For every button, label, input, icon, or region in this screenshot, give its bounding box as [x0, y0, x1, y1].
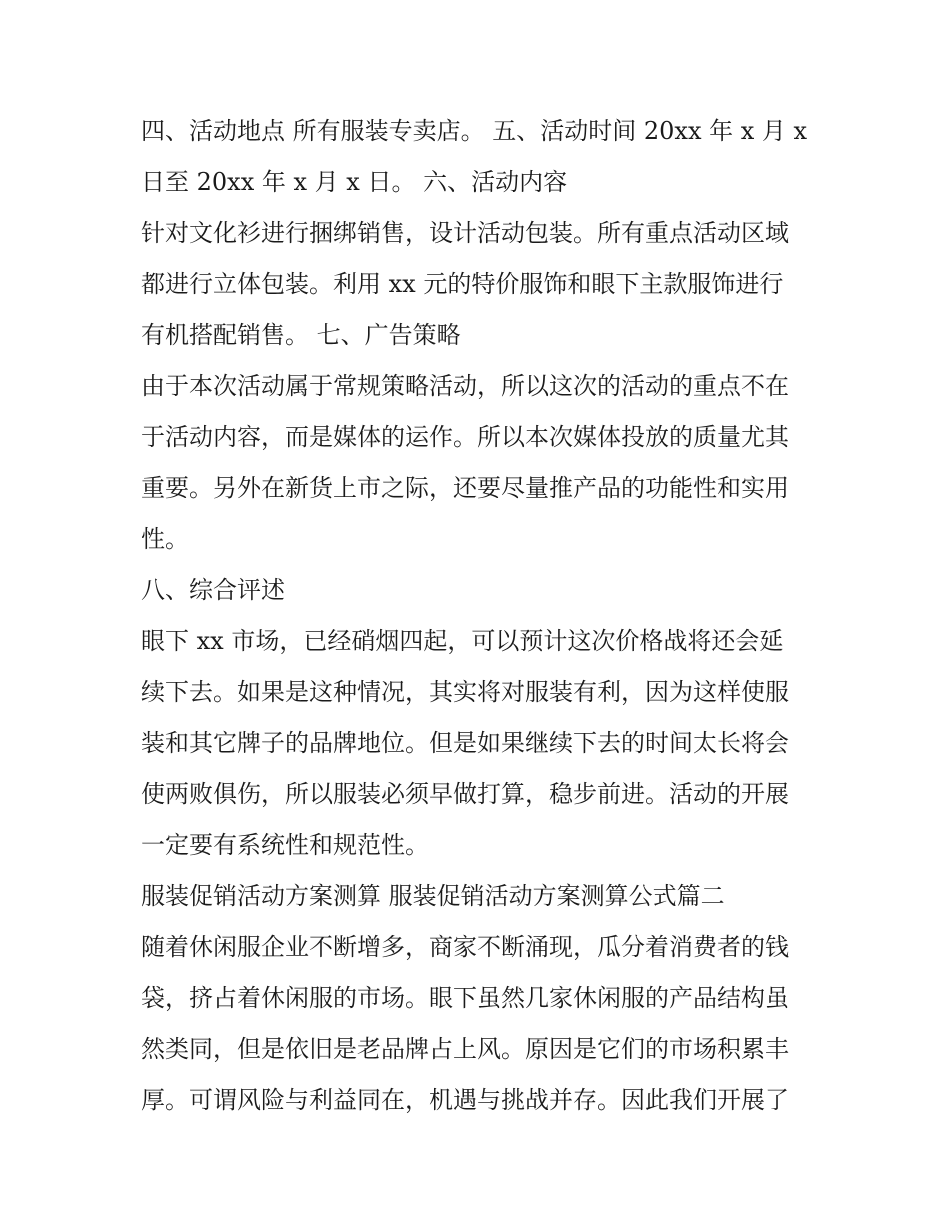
text-line: 都进行立体包装。利用 xx 元的特价服饰和眼下主款服饰进行 [141, 270, 784, 298]
text-line: 四、活动地点 所有服装专卖店。 五、活动时间 20xx 年 x 月 x [141, 117, 808, 145]
text-line: 使两败俱伤，所以服装必须早做打算，稳步前进。活动的开展 [141, 780, 789, 808]
text-line: 然类同，但是依旧是老品牌占上风。原因是它们的市场积累丰 [141, 1035, 789, 1063]
section-title: 服装促销活动方案测算 服装促销活动方案测算公式篇二 [141, 882, 725, 910]
document-body [141, 106, 813, 1126]
text-line: 针对文化衫进行捆绑销售，设计活动包装。所有重点活动区域 [141, 219, 789, 247]
text-line: 日至 20xx 年 x 月 x 日。 六、活动内容 [141, 168, 568, 196]
text-line: 装和其它牌子的品牌地位。但是如果继续下去的时间太长将会 [141, 729, 789, 757]
text-line: 一定要有系统性和规范性。 [141, 831, 429, 859]
text-line: 厚。可谓风险与利益同在，机遇与挑战并存。因此我们开展了 [141, 1086, 789, 1114]
text-line: 眼下 xx 市场，已经硝烟四起，可以预计这次价格战将还会延 [141, 627, 784, 655]
text-line: 袋，挤占着休闲服的市场。眼下虽然几家休闲服的产品结构虽 [141, 984, 789, 1012]
text-line: 有机搭配销售。 七、广告策略 [141, 321, 461, 349]
text-line: 性。 [141, 525, 189, 553]
text-line: 于活动内容，而是媒体的运作。所以本次媒体投放的质量尤其 [141, 423, 789, 451]
text-line: 重要。另外在新货上市之际，还要尽量推产品的功能性和实用 [141, 474, 789, 502]
text-line: 续下去。如果是这种情况，其实将对服装有利，因为这样使服 [141, 678, 789, 706]
section-heading: 八、综合评述 [141, 576, 285, 604]
text-line: 随着休闲服企业不断增多，商家不断涌现，瓜分着消费者的钱 [141, 933, 789, 961]
text-line: 由于本次活动属于常规策略活动，所以这次的活动的重点不在 [141, 372, 789, 400]
